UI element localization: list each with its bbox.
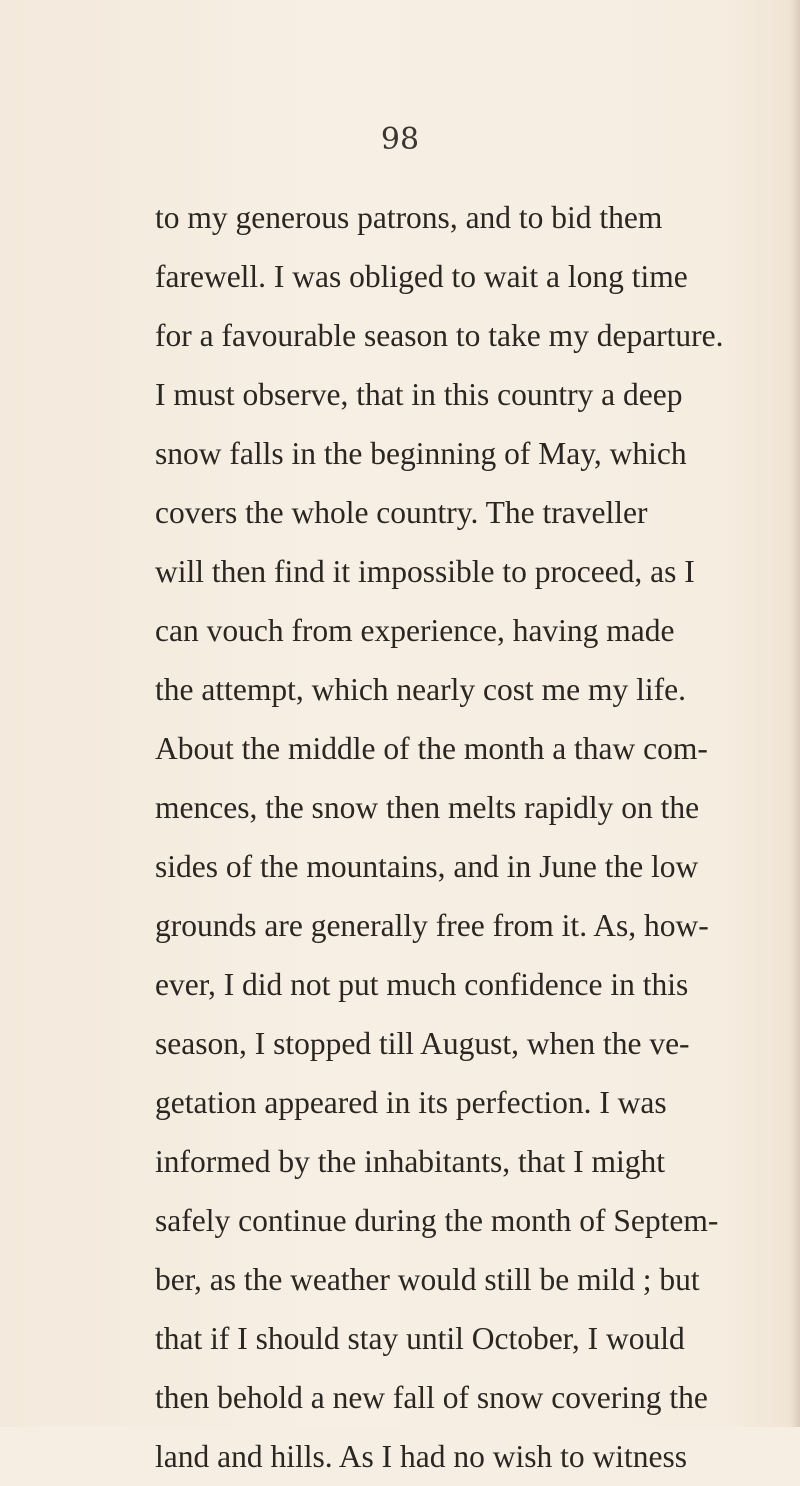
- text-line: covers the whole country. The traveller: [155, 495, 648, 530]
- text-line: mences, the snow then melts rapidly on the: [155, 790, 700, 825]
- text-line: will then find it impossible to proceed, as I: [155, 554, 695, 589]
- text-line: the attempt, which nearly cost me my life.: [155, 672, 686, 707]
- text-line: land and hills. As I had no wish to witness: [155, 1439, 687, 1474]
- text-line: informed by the inhabitants, that I might: [155, 1144, 666, 1179]
- text-line: then behold a new fall of snow covering the: [155, 1380, 708, 1415]
- text-line: safely continue during the month of Septem-: [155, 1203, 719, 1238]
- text-line: for a favourable season to take my departure.: [155, 318, 724, 353]
- text-line: season, I stopped till August, when the ve-: [155, 1026, 690, 1061]
- page-number: 98: [380, 122, 420, 157]
- text-line: grounds are generally free from it. As, how-: [155, 908, 709, 943]
- text-line: that if I should stay until October, I would: [155, 1321, 685, 1356]
- text-line: getation appeared in its perfection. I was: [155, 1085, 667, 1120]
- text-line: snow falls in the beginning of May, which: [155, 436, 687, 471]
- body-text: [155, 188, 775, 1486]
- text-line: to my generous patrons, and to bid them: [155, 200, 663, 235]
- text-line: About the middle of the month a thaw com-: [155, 731, 708, 766]
- page-edge-shadow: [790, 0, 800, 1427]
- text-line: ber, as the weather would still be mild ; but: [155, 1262, 700, 1297]
- text-line: sides of the mountains, and in June the low: [155, 849, 699, 884]
- text-line: I must observe, that in this country a deep: [155, 377, 683, 412]
- text-line: farewell. I was obliged to wait a long time: [155, 259, 688, 294]
- text-line: ever, I did not put much confidence in this: [155, 967, 689, 1002]
- text-line: can vouch from experience, having made: [155, 613, 675, 648]
